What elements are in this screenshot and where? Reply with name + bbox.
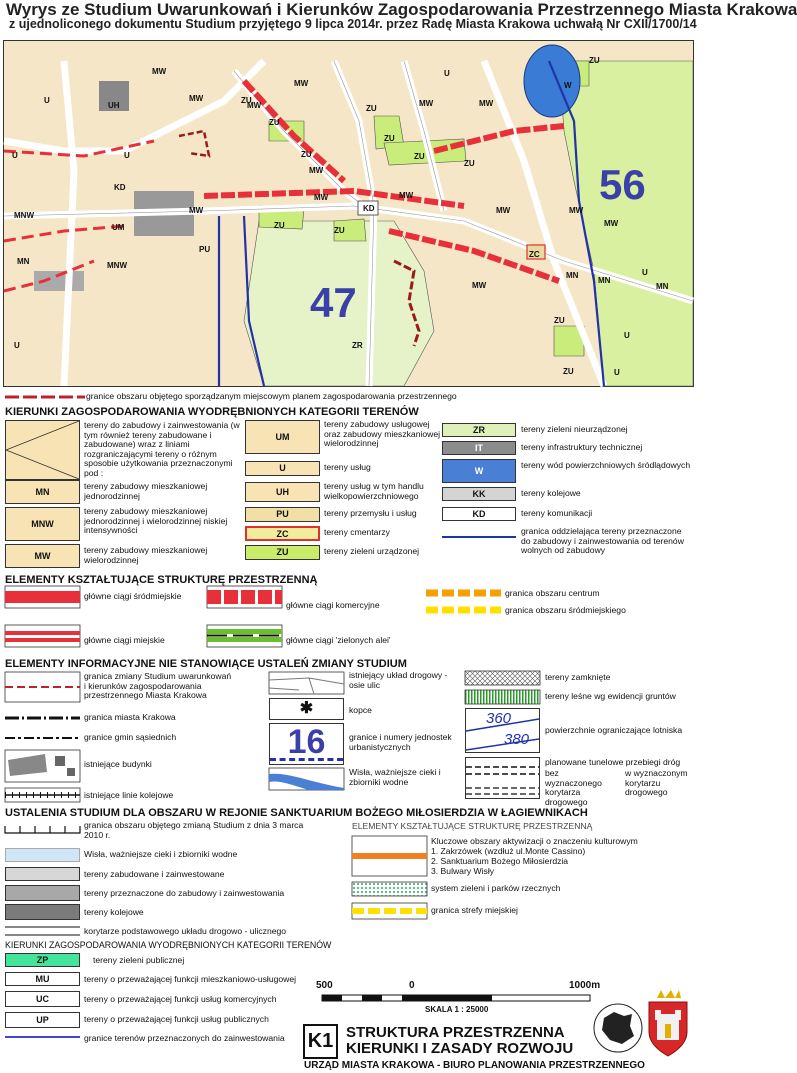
map-area-label: ZR — [352, 341, 363, 350]
map-area-label: U — [624, 331, 630, 340]
kierunki-heading: KIERUNKI ZAGOSPODAROWANIA WYODRĘBNIONYCH KATEGORII TERENÓW — [5, 406, 419, 418]
swatch-centrum — [426, 587, 501, 599]
swatch-lesne — [465, 690, 540, 704]
code-uc: UC — [5, 991, 80, 1007]
map-area-label: U — [12, 151, 18, 160]
swatch-linie-kolejowe — [5, 788, 80, 802]
map-area-label: MW — [152, 67, 167, 76]
mu-label: tereny o przeważającej funkcji mieszkaniowo-usługowej — [84, 974, 297, 984]
code-um: UM — [245, 420, 320, 454]
wisla-2-label: Wisła, ważniejsze cieki i zbiorniki wodne — [84, 849, 238, 859]
map-svg — [4, 41, 693, 386]
komercyjne-label: główne ciągi komercyjne — [286, 600, 380, 610]
um-label: tereny zabudowy usługowej oraz zabudowy mieszkaniowej wielorodzinnej — [324, 419, 441, 449]
swatch-jednostki — [269, 723, 344, 765]
korytarze-label: korytarze podstawowego układu drogowo - ulicznego — [84, 926, 287, 936]
map-canvas[interactable] — [3, 40, 694, 387]
strefa-miejska-label: granica strefy miejskiej — [431, 905, 518, 915]
map-area-label: ZU — [563, 367, 574, 376]
map-area-label: ZU — [384, 134, 395, 143]
zu-label: tereny zieleni urządzonej — [324, 546, 420, 556]
map-area-label: U — [44, 96, 50, 105]
map-area-label: ZU — [269, 118, 280, 127]
krakow-coat-of-arms-icon — [645, 988, 691, 1058]
zc-label: tereny cmentarzy — [324, 527, 390, 537]
swatch-zielen-parki — [352, 882, 427, 896]
footer-line1: STRUKTURA PRZESTRZENNA — [346, 1024, 565, 1041]
map-area-label: U — [614, 368, 620, 377]
kk-label: tereny kolejowe — [521, 488, 581, 498]
map-area-label: MN — [656, 282, 669, 291]
map-subtitle: z ujednoliconego dokumentu Studium przyjętego 9 lipca 2014r. przez Radę Miasta Krakowa uchwałą Nr CXII/1700/14 — [9, 17, 697, 31]
tunele-label: planowane tunelowe przebiegi dróg — [545, 757, 681, 767]
map-area-label: W — [564, 81, 572, 90]
budynki-label: istniejące budynki — [84, 759, 152, 769]
granice-zainwestowania-label: granice terenów przeznaczonych do zainwestowania — [84, 1033, 285, 1043]
scale-bar — [322, 993, 592, 1003]
zielen-parki-label: system zieleni i parków rzecznych — [431, 883, 561, 893]
it-label: tereny infrastruktury technicznej — [521, 442, 643, 452]
map-area-label: PU — [199, 245, 211, 254]
map-area-label: MN — [566, 271, 579, 280]
zabudowane-label: tereny zabudowane i zainwestowane — [84, 869, 225, 879]
informacyjne-heading: ELEMENTY INFORMACYJNE NIE STANOWIĄCE USTALEŃ ZMIANY STUDIUM — [5, 658, 407, 670]
swatch-strefa-miejska — [352, 903, 427, 919]
zielone-aleje-label: główne ciągi 'zielonych alei' — [286, 635, 391, 645]
swatch-srodmiejski — [426, 604, 501, 616]
map-area-label: U — [444, 69, 450, 78]
map-area-label: MW — [604, 219, 619, 228]
uh-label: tereny usług w tym handlu wielkopowierzchniowego — [324, 481, 424, 501]
swatch-granica-miasta — [5, 711, 80, 725]
osie-ulic-label: istniejący układ drogowy - osie ulic — [349, 670, 448, 690]
k1-badge: K1 — [303, 1024, 338, 1059]
unit-number-47: 47 — [310, 279, 357, 326]
code-zr: ZR — [442, 423, 516, 437]
code-mn: MN — [5, 480, 80, 504]
swatch-budynki — [5, 750, 80, 782]
separation-line-swatch — [442, 532, 516, 542]
aktywizacja-label: Kluczowe obszary aktywizacji o znaczeniu kulturowym — [431, 836, 638, 846]
swatch-przeznaczone — [5, 885, 80, 901]
swatch-granice-zainwestowania — [5, 1033, 80, 1041]
separation-line-label: granica oddzielająca tereny przeznaczone do zabudowy i zainwestowania od terenów wolnych od zabudowy — [521, 526, 684, 556]
wisla-label: Wisła, ważniejsze cieki i zbiorniki wodne — [349, 767, 441, 787]
map-area-label: ZU — [554, 316, 565, 325]
swatch-osie-ulic — [269, 672, 344, 694]
map-area-label: MW — [399, 191, 414, 200]
swatch-aktywizacja — [352, 836, 427, 876]
swatch-komercyjne — [207, 586, 282, 608]
tunele-bez-label: bez wyznaczonego korytarza drogowego — [545, 768, 602, 807]
code-it: IT — [442, 441, 516, 455]
code-zp: ZP — [5, 953, 80, 967]
centrum-label: granica obszaru centrum — [505, 588, 600, 598]
w-label: tereny wód powierzchniowych śródlądowych — [521, 460, 691, 470]
code-mnw: MNW — [5, 507, 80, 541]
przeznaczone-label: tereny przeznaczone do zabudowy i zainwestowania — [84, 888, 285, 898]
lesne-label: tereny leśne wg ewidencji gruntów — [545, 691, 676, 701]
map-area-label: ZU — [241, 96, 252, 105]
map-area-label: ZU — [274, 221, 285, 230]
zamkniete-label: tereny zamknięte — [545, 672, 611, 682]
code-mu: MU — [5, 972, 80, 986]
granica-zmiany-label: granica zmiany Studium uwarunkowań i kierunków zagospodarowania przestrzennego Miasta Krakowa — [84, 671, 232, 701]
plan-boundary-label: granice obszaru objętego sporządzanym miejscowym planem zagospodarowania przestrzennego — [86, 391, 457, 401]
mn-label: tereny zabudowy mieszkaniowej jednorodzinnej — [84, 481, 208, 501]
kd-label: tereny komunikacji — [521, 508, 593, 518]
code-u: U — [245, 461, 320, 476]
map-area-label: MW — [294, 79, 309, 88]
swatch-granica-2010 — [5, 822, 80, 836]
map-title: Wyrys ze Studium Uwarunkowań i Kierunków Zagospodarowania Przestrzennego Miasta Krakowa — [6, 0, 797, 19]
granica-2010-label: granica obszaru objętego zmianą Studium z dnia 3 marca 2010 r. — [84, 820, 304, 840]
granica-miasta-label: granica miasta Krakowa — [84, 712, 176, 722]
map-area-label: ZU — [589, 56, 600, 65]
plan-boundary-swatch — [5, 393, 85, 401]
map-area-label: MW — [419, 99, 434, 108]
map-area-label: MW — [496, 206, 511, 215]
footer-line2: KIERUNKI I ZASADY ROZWOJU — [346, 1040, 574, 1057]
zp-label: tereny zieleni publicznej — [93, 955, 185, 965]
map-area-label: MW — [569, 206, 584, 215]
swatch-wisla-2 — [5, 848, 80, 862]
srodmiejski-label: granica obszaru śródmiejskiego — [505, 605, 626, 615]
u-label: tereny usług — [324, 462, 371, 472]
code-zu: ZU — [245, 545, 320, 560]
map-area-label: MW — [309, 166, 324, 175]
map-area-label: MW — [247, 101, 262, 110]
swatch-zabudowa — [5, 420, 80, 480]
code-mw: MW — [5, 544, 80, 568]
up-label: tereny o przeważającej funkcji usług publicznych — [84, 1014, 269, 1024]
swatch-kolejowe — [5, 904, 80, 920]
miejskie-label: główne ciągi miejskie — [84, 635, 165, 645]
sanktuarium-heading: USTALENIA STUDIUM DLA OBSZARU W REJONIE SANKTUARIUM BOŻEGO MIŁOSIERDZIA W ŁAGIEWNIKACH — [5, 807, 588, 819]
pu-label: tereny przemysłu i usług — [324, 508, 417, 518]
swatch-lotnisko — [465, 708, 540, 753]
mnw-label: tereny zabudowy mieszkaniowej jednorodzinnej i wielorodzinnej niskiej intensywności — [84, 506, 228, 536]
code-kd: KD — [442, 507, 516, 521]
lotnisko-value-360: 360 — [486, 710, 512, 727]
map-area-label: MN — [17, 257, 30, 266]
map-area-label: UM — [112, 223, 125, 232]
swatch-tunele — [465, 757, 540, 799]
bpp-logo-icon — [592, 1000, 644, 1056]
kolejowe-label: tereny kolejowe — [84, 907, 144, 917]
swatch-korytarze — [5, 924, 80, 938]
zr-label: tereny zieleni nieurządzonej — [521, 424, 628, 434]
map-area-label: MW — [472, 281, 487, 290]
map-area-label: ZC — [529, 250, 540, 259]
scale-tick-1000: 1000m — [569, 980, 601, 991]
swatch-granica-gmin — [5, 731, 80, 745]
aktywizacja-3: 3. Bulwary Wisły — [431, 866, 495, 876]
map-area-label: MN — [598, 276, 611, 285]
code-pu: PU — [245, 507, 320, 522]
swatch-granica-zmiany — [5, 672, 80, 702]
code-kk: KK — [442, 487, 516, 501]
swatch-zamkniete — [465, 671, 540, 685]
code-w: W — [442, 459, 516, 483]
uc-label: tereny o przeważającej funkcji usług komercyjnych — [84, 994, 277, 1004]
unit-number-sample: 16 — [287, 723, 326, 761]
map-area-label: MW — [189, 94, 204, 103]
kopiec-icon: ✱ — [269, 698, 344, 720]
map-area-label: U — [642, 268, 648, 277]
scale-tick-500: 500 — [316, 980, 333, 991]
zabudowa-label: tereny do zabudowy i zainwestowania (w tym również tereny zabudowane i zabudowane) wraz z liniami rozgraniczającymi tereny o różnym sposobie użytkowania przeznaczonymi pod : — [84, 420, 240, 478]
unit-number-56: 56 — [599, 161, 646, 208]
map-area-label: MW — [189, 206, 204, 215]
aktywizacja-2: 2. Sanktuarium Bożego Miłosierdzia — [431, 856, 569, 866]
jednostki-label: granice i numery jednostek urbanistycznych — [349, 732, 452, 752]
map-area-label: ZU — [334, 226, 345, 235]
map-area-label: ZU — [414, 152, 425, 161]
swatch-wisla — [269, 768, 344, 790]
swatch-miejskie — [5, 625, 80, 647]
granica-gmin-label: granice gmin sąsiednich — [84, 732, 177, 742]
map-area-label: ZU — [366, 104, 377, 113]
lotnisko-label: powierzchnie ograniczające lotniska — [545, 725, 683, 735]
scale-tick-0: 0 — [409, 980, 415, 991]
scale-label: SKALA 1 : 25000 — [425, 1005, 489, 1014]
map-area-label: U — [124, 151, 130, 160]
lotnisko-value-380: 380 — [504, 731, 530, 748]
map-area-label: KD — [363, 204, 375, 213]
aktywizacja-1: 1. Zakrzówek (wzdłuż ul.Monte Cassino) — [431, 846, 586, 856]
footer-line3: URZĄD MIASTA KRAKOWA - BIURO PLANOWANIA PRZESTRZENNEGO — [304, 1060, 645, 1071]
map-area-label: ZU — [301, 150, 312, 159]
map-area-label: ZU — [464, 159, 475, 168]
code-zc: ZC — [245, 526, 320, 541]
map-area-label: MW — [314, 193, 329, 202]
srodmiejskie-label: główne ciągi śródmiejskie — [84, 591, 182, 601]
sanktuarium-right-heading: ELEMENTY KSZTAŁTUJĄCE STRUKTURĘ PRZESTRZENNĄ — [352, 821, 593, 831]
linie-kolejowe-label: istniejące linie kolejowe — [84, 790, 174, 800]
sanktuarium-kierunki-heading: KIERUNKI ZAGOSPODAROWANIA WYODRĘBNIONYCH KATEGORII TERENÓW — [5, 940, 332, 950]
map-area-label: UH — [108, 101, 120, 110]
swatch-srodmiejskie — [5, 586, 80, 608]
tunele-w-label: w wyznaczonym korytarzu drogowego — [625, 768, 688, 798]
kopce-label: kopce — [349, 705, 372, 715]
elementy-heading: ELEMENTY KSZTAŁTUJĄCE STRUKTURĘ PRZESTRZENNĄ — [5, 574, 318, 586]
map-area-label: MNW — [107, 261, 127, 270]
code-up: UP — [5, 1012, 80, 1028]
map-area-label: MNW — [14, 211, 34, 220]
code-uh: UH — [245, 482, 320, 502]
map-area-label: MW — [479, 99, 494, 108]
swatch-zabudowane — [5, 867, 80, 881]
map-area-label: U — [14, 341, 20, 350]
mw-label: tereny zabudowy mieszkaniowej wielorodzinnej — [84, 545, 208, 565]
swatch-zielone-aleje — [207, 625, 282, 647]
map-area-label: KD — [114, 183, 126, 192]
